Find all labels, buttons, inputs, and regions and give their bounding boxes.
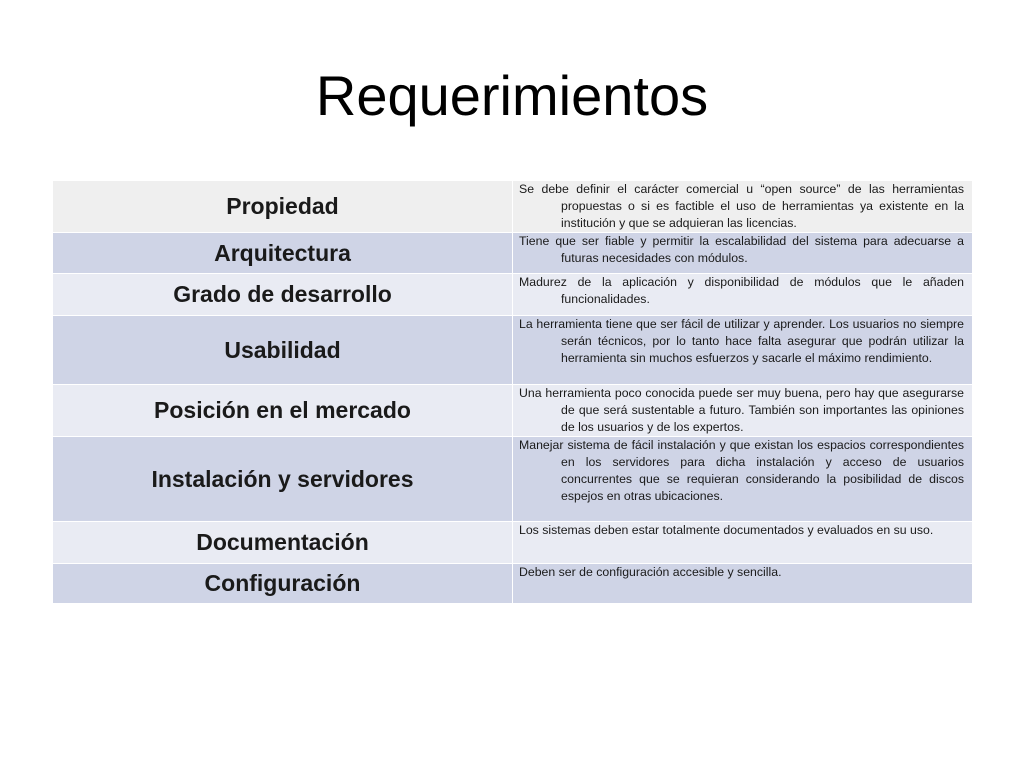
table-row	[53, 233, 973, 274]
requirement-name: Configuración	[53, 564, 513, 604]
requirement-description-text: La herramienta tiene que ser fácil de utilizar y aprender. Los usuarios no siempre serán técnicos, por lo tanto hace falta asegurar que podrán utilizar la herramienta sin muchos esfuerzos y sacarle el máximo rendimiento.	[519, 317, 964, 365]
requirement-description-text: Una herramienta poco conocida puede ser muy buena, pero hay que asegurarse de que será sustentable a futuro. También son importantes las opiniones de los usuarios y de los expertos.	[519, 386, 964, 434]
table-row	[53, 316, 973, 385]
table-row	[53, 385, 973, 437]
requirement-name: Posición en el mercado	[53, 385, 513, 437]
requirement-description	[513, 385, 973, 437]
requirement-description-text: Manejar sistema de fácil instalación y que existan los espacios correspondientes en los servidores para dicha instalación y acceso de usuarios concurrentes que se requieran considerando la posibilidad de discos espejos en otras ubicaciones.	[519, 438, 964, 503]
requirement-description-text: Se debe definir el carácter comercial u “open source” de las herramientas propuestas o si es factible el uso de herramientas ya existente en la institución y que se adquieran las licencias.	[519, 182, 964, 230]
requirement-description	[513, 233, 973, 274]
requirement-name: Instalación y servidores	[53, 437, 513, 522]
requirement-name: Propiedad	[53, 181, 513, 233]
table-row	[53, 181, 973, 233]
requirement-description	[513, 564, 973, 604]
slide-title: Requerimientos	[315, 64, 709, 127]
requirement-name: Grado de desarrollo	[53, 274, 513, 316]
table-row	[53, 564, 973, 604]
requirements-table	[52, 180, 973, 604]
requirement-name: Arquitectura	[53, 233, 513, 274]
requirement-description	[513, 437, 973, 522]
requirement-description	[513, 316, 973, 385]
requirement-description-text: Tiene que ser fiable y permitir la escalabilidad del sistema para adecuarse a futuras necesidades con módulos.	[519, 234, 964, 265]
requirement-description-text: Deben ser de configuración accesible y sencilla.	[519, 565, 782, 579]
table-row	[53, 522, 973, 564]
table-row	[53, 274, 973, 316]
requirement-description-text: Los sistemas deben estar totalmente documentados y evaluados en su uso.	[519, 523, 934, 537]
requirement-description	[513, 181, 973, 233]
requirement-description	[513, 274, 973, 316]
requirement-name: Documentación	[53, 522, 513, 564]
requirement-description	[513, 522, 973, 564]
requirement-name: Usabilidad	[53, 316, 513, 385]
table-row	[53, 437, 973, 522]
requirement-description-text: Madurez de la aplicación y disponibilidad de módulos que le añaden funcionalidades.	[519, 275, 964, 306]
